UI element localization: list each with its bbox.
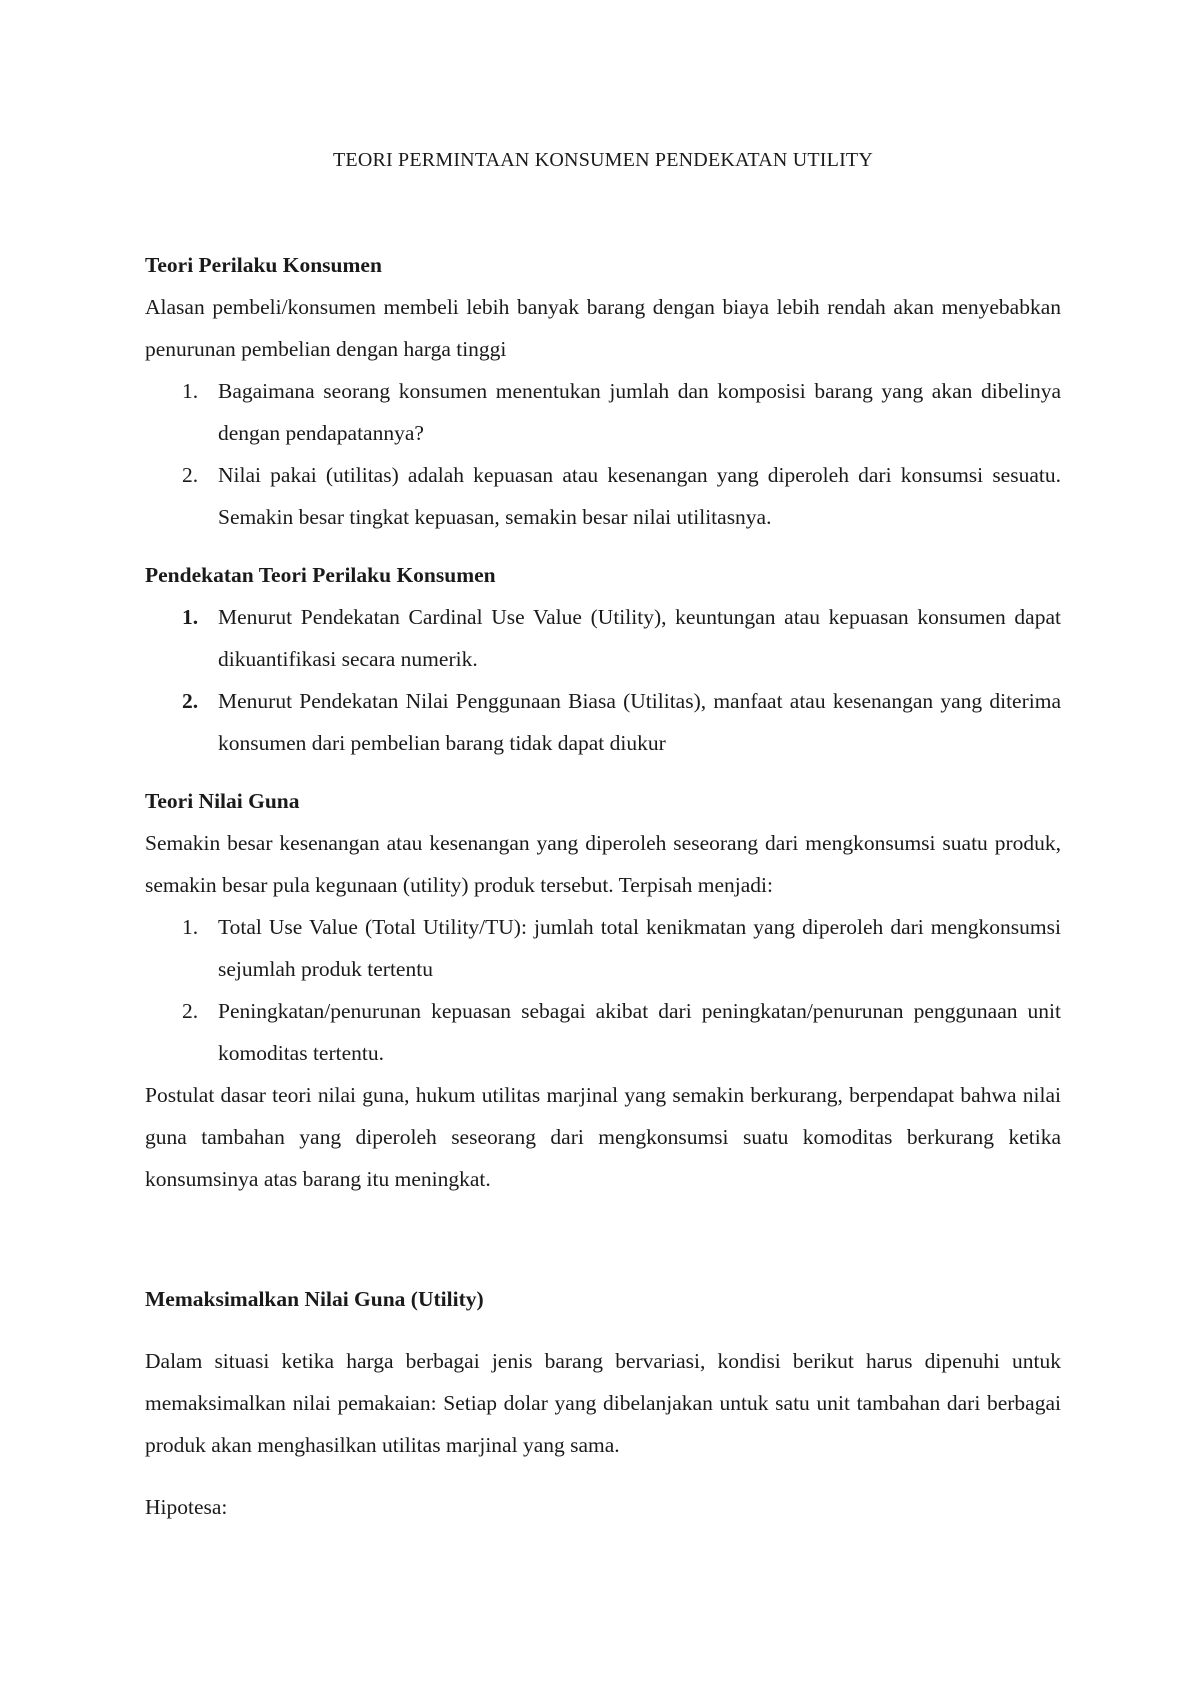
list-item-text: Menurut Pendekatan Cardinal Use Value (Utility), keuntungan atau kepuasan konsumen dapat dikuantifikasi secara numerik.: [218, 605, 1061, 671]
closing-paragraph: Postulat dasar teori nilai guna, hukum utilitas marjinal yang semakin berkurang, berpendapat bahwa nilai guna tambahan yang diperoleh seseorang dari mengkonsumsi suatu komoditas berkurang ketika konsumsinya atas barang itu meningkat.: [145, 1083, 1061, 1191]
list-item-text: Nilai pakai (utilitas) adalah kepuasan atau kesenangan yang diperoleh dari konsumsi sesuatu. Semakin besar tingkat kepuasan, semakin besar nilai utilitasnya.: [218, 463, 1061, 529]
list-item-text: Menurut Pendekatan Nilai Penggunaan Biasa (Utilitas), manfaat atau kesenangan yang diterima konsumen dari pembelian barang tidak dapat diukur: [218, 689, 1061, 755]
list-item: [145, 990, 1061, 1074]
section-heading-memaksimalkan: Memaksimalkan Nilai Guna (Utility): [145, 1287, 484, 1311]
section-paragraph: Semakin besar kesenangan atau kesenangan yang diperoleh seseorang dari mengkonsumsi suatu produk, semakin besar pula kegunaan (utility) produk tersebut. Terpisah menjadi:: [145, 831, 1061, 897]
list-number: 1.: [182, 915, 199, 939]
list-item: [145, 454, 1061, 538]
document-body: [145, 146, 1061, 1528]
section-heading-teori-perilaku: Teori Perilaku Konsumen: [145, 253, 382, 277]
document-title: TEORI PERMINTAAN KONSUMEN PENDEKATAN UTILITY: [332, 149, 873, 171]
list-number: 1.: [182, 379, 199, 403]
hipotesa-label: Hipotesa:: [145, 1495, 228, 1519]
section-heading-nilai-guna: Teori Nilai Guna: [145, 789, 300, 813]
numbered-list: [145, 596, 1061, 764]
list-item-text: Total Use Value (Total Utility/TU): jumlah total kenikmatan yang diperoleh dari mengkonsumsi sejumlah produk tertentu: [218, 915, 1061, 981]
list-item-text: Bagaimana seorang konsumen menentukan jumlah dan komposisi barang yang akan dibelinya dengan pendapatannya?: [218, 379, 1061, 445]
numbered-list: [145, 906, 1061, 1074]
list-item-text: Peningkatan/penurunan kepuasan sebagai akibat dari peningkatan/penurunan penggunaan unit komoditas tertentu.: [218, 999, 1061, 1065]
section-paragraph: Alasan pembeli/konsumen membeli lebih banyak barang dengan biaya lebih rendah akan menyebabkan penurunan pembelian dengan harga tinggi: [145, 295, 1061, 361]
list-number: 2.: [182, 999, 199, 1023]
numbered-list: [145, 370, 1061, 538]
list-number: 2.: [182, 689, 199, 713]
list-item: [145, 680, 1061, 764]
section-heading-pendekatan: Pendekatan Teori Perilaku Konsumen: [145, 563, 496, 587]
list-item: [145, 370, 1061, 454]
list-item: [145, 596, 1061, 680]
list-number: 2.: [182, 463, 199, 487]
list-number: 1.: [182, 605, 199, 629]
list-item: [145, 906, 1061, 990]
section-paragraph: Dalam situasi ketika harga berbagai jenis barang bervariasi, kondisi berikut harus dipenuhi untuk memaksimalkan nilai pemakaian: Setiap dolar yang dibelanjakan untuk satu unit tambahan dari berbagai produk akan menghasilkan utilitas marjinal yang sama.: [145, 1349, 1061, 1457]
